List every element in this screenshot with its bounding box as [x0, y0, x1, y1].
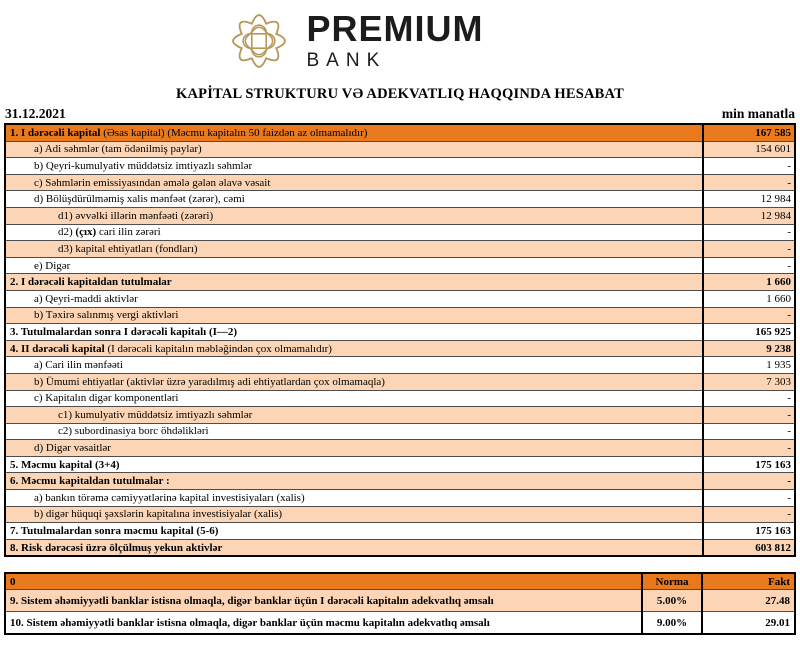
- row-label: 7. Tutulmalardan sonra məcmu kapital (5-6): [5, 523, 703, 540]
- row-label: 5. Məcmu kapital (3+4): [5, 456, 703, 473]
- row-value: 12 984: [703, 191, 795, 208]
- table-row: [5, 490, 795, 507]
- row-value: 1 660: [703, 290, 795, 307]
- table-row: [5, 307, 795, 324]
- ratio-header-norma: Norma: [642, 573, 702, 590]
- row-label: d) Bölüşdürülməmiş xalis mənfəət (zərər), cəmi: [5, 191, 703, 208]
- row-label: b) Təxirə salınmış vergi aktivləri: [5, 307, 703, 324]
- row-label: e) Digər: [5, 257, 703, 274]
- row-value: -: [703, 490, 795, 507]
- table-row: [5, 523, 795, 540]
- row-value: -: [703, 423, 795, 440]
- row-label: c) Kapitalın digər komponentləri: [5, 390, 703, 407]
- row-label: d2) (çıx) cari ilin zərəri: [5, 224, 703, 241]
- row-value: -: [703, 506, 795, 523]
- ratio-norma-value: 9.00%: [642, 612, 702, 635]
- table-row: [5, 340, 795, 357]
- row-label: d1) əvvəlki illərin mənfəəti (zərəri): [5, 207, 703, 224]
- row-value: 1 935: [703, 357, 795, 374]
- table-row: [5, 357, 795, 374]
- row-label: d3) kapital ehtiyatları (fondları): [5, 241, 703, 258]
- report-title: KAPİTAL STRUKTURU VƏ ADEKVATLIQ HAQQINDA HESABAT: [175, 86, 625, 102]
- row-value: -: [703, 440, 795, 457]
- row-label: c1) kumulyativ müddətsiz imtiyazlı səhmlər: [5, 407, 703, 424]
- row-value: -: [703, 473, 795, 490]
- table-row: [5, 423, 795, 440]
- row-value: 175 163: [703, 456, 795, 473]
- row-label: a) Cari ilin mənfəəti: [5, 357, 703, 374]
- row-value: 603 812: [703, 539, 795, 556]
- row-label: c) Səhmlərin emissiyasından əmələ gələn əlavə vəsait: [5, 174, 703, 191]
- row-label: 2. I dərəcəli kapitaldan tutulmalar: [5, 274, 703, 291]
- brand-name: PREMIUM: [306, 7, 484, 49]
- table-row: [5, 158, 795, 175]
- brand-wordmark: [306, 7, 484, 72]
- adequacy-ratio-table: [4, 572, 796, 635]
- row-label: 3. Tutulmalardan sonra I dərəcəli kapitalı (I—2): [5, 324, 703, 341]
- row-label: 6. Məcmu kapitaldan tutulmalar :: [5, 473, 703, 490]
- report-meta: [0, 103, 800, 123]
- row-value: 165 925: [703, 324, 795, 341]
- table-row: [5, 324, 795, 341]
- row-value: -: [703, 390, 795, 407]
- table-row: [5, 539, 795, 556]
- row-label: b) digər hüquqi şəxslərin kapitalına investisiyalar (xalis): [5, 506, 703, 523]
- row-label: 4. II dərəcəli kapital (I dərəcəli kapitalın məbləğindən çox olmamalıdır): [5, 340, 703, 357]
- table-row: [5, 207, 795, 224]
- row-label: 8. Risk dərəcəsi üzrə ölçülmuş yekun aktivlər: [5, 539, 703, 556]
- ratio-header-col0: 0: [5, 573, 642, 590]
- adequacy-ratio-rows: [5, 573, 795, 634]
- ratio-norma-value: 5.00%: [642, 590, 702, 612]
- row-value: 175 163: [703, 523, 795, 540]
- capital-structure-table: [4, 123, 796, 557]
- table-row: [5, 506, 795, 523]
- table-row: [5, 124, 795, 141]
- row-label: b) Ümumi ehtiyatlar (aktivlər üzrə yaradılmış adi ehtiyatlardan çox olmamaqla): [5, 373, 703, 390]
- row-value: 12 984: [703, 207, 795, 224]
- unit-label: min manatla: [721, 106, 795, 121]
- row-label: 1. I dərəcəli kapital (Əsas kapital) (Məcmu kapitalın 50 faizdən az olmamalıdır): [5, 124, 703, 141]
- row-label: d) Digər vəsaitlər: [5, 440, 703, 457]
- table-row: [5, 191, 795, 208]
- table-row: [5, 241, 795, 258]
- row-value: 154 601: [703, 141, 795, 158]
- brand-subtitle: BANK: [306, 49, 387, 71]
- row-label: c2) subordinasiya borc öhdəlikləri: [5, 423, 703, 440]
- table-row: [5, 473, 795, 490]
- row-label: a) Qeyri-maddi aktivlər: [5, 290, 703, 307]
- row-value: -: [703, 241, 795, 258]
- row-value: -: [703, 257, 795, 274]
- row-value: -: [703, 407, 795, 424]
- table-row: [5, 274, 795, 291]
- ratio-row: [5, 590, 795, 612]
- bank-header: [0, 0, 753, 79]
- table-row: [5, 141, 795, 158]
- table-row: [5, 224, 795, 241]
- row-value: 167 585: [703, 124, 795, 141]
- table-row: [5, 456, 795, 473]
- row-label: a) bankın törəmə cəmiyyətlərinə kapital investisiyaları (xalis): [5, 490, 703, 507]
- table-row: [5, 373, 795, 390]
- row-value: -: [703, 158, 795, 175]
- report-date: 31.12.2021: [5, 106, 66, 121]
- row-label: b) Qeyri-kumulyativ müddətsiz imtiyazlı səhmlər: [5, 158, 703, 175]
- table-row: [5, 257, 795, 274]
- table-row: [5, 174, 795, 191]
- table-row: [5, 440, 795, 457]
- ratio-fakt-value: 27.48: [702, 590, 795, 612]
- row-value: 7 303: [703, 373, 795, 390]
- row-value: 1 660: [703, 274, 795, 291]
- row-value: -: [703, 224, 795, 241]
- ratio-row: [5, 612, 795, 635]
- row-value: -: [703, 307, 795, 324]
- ratio-label: 9. Sistem əhəmiyyətli banklar istisna olmaqla, digər banklar üçün I dərəcəli kapitalın adekvatlıq əmsalı: [5, 590, 642, 612]
- table-row: [5, 290, 795, 307]
- table-row: [5, 390, 795, 407]
- table-row: [5, 407, 795, 424]
- capital-structure-rows: [5, 124, 795, 556]
- row-value: -: [703, 174, 795, 191]
- ratio-header-row: [5, 573, 795, 590]
- ratio-label: 10. Sistem əhəmiyyətli banklar istisna olmaqla, digər banklar üçün məcmu kapitalın adekvatlıq əmsalı: [5, 612, 642, 635]
- ratio-header-fakt: Fakt: [702, 573, 795, 590]
- ratio-fakt-value: 29.01: [702, 612, 795, 635]
- premium-bank-logo-knot-icon: [223, 5, 295, 77]
- row-label: a) Adi səhmlər (tam ödənilmiş paylar): [5, 141, 703, 158]
- row-value: 9 238: [703, 340, 795, 357]
